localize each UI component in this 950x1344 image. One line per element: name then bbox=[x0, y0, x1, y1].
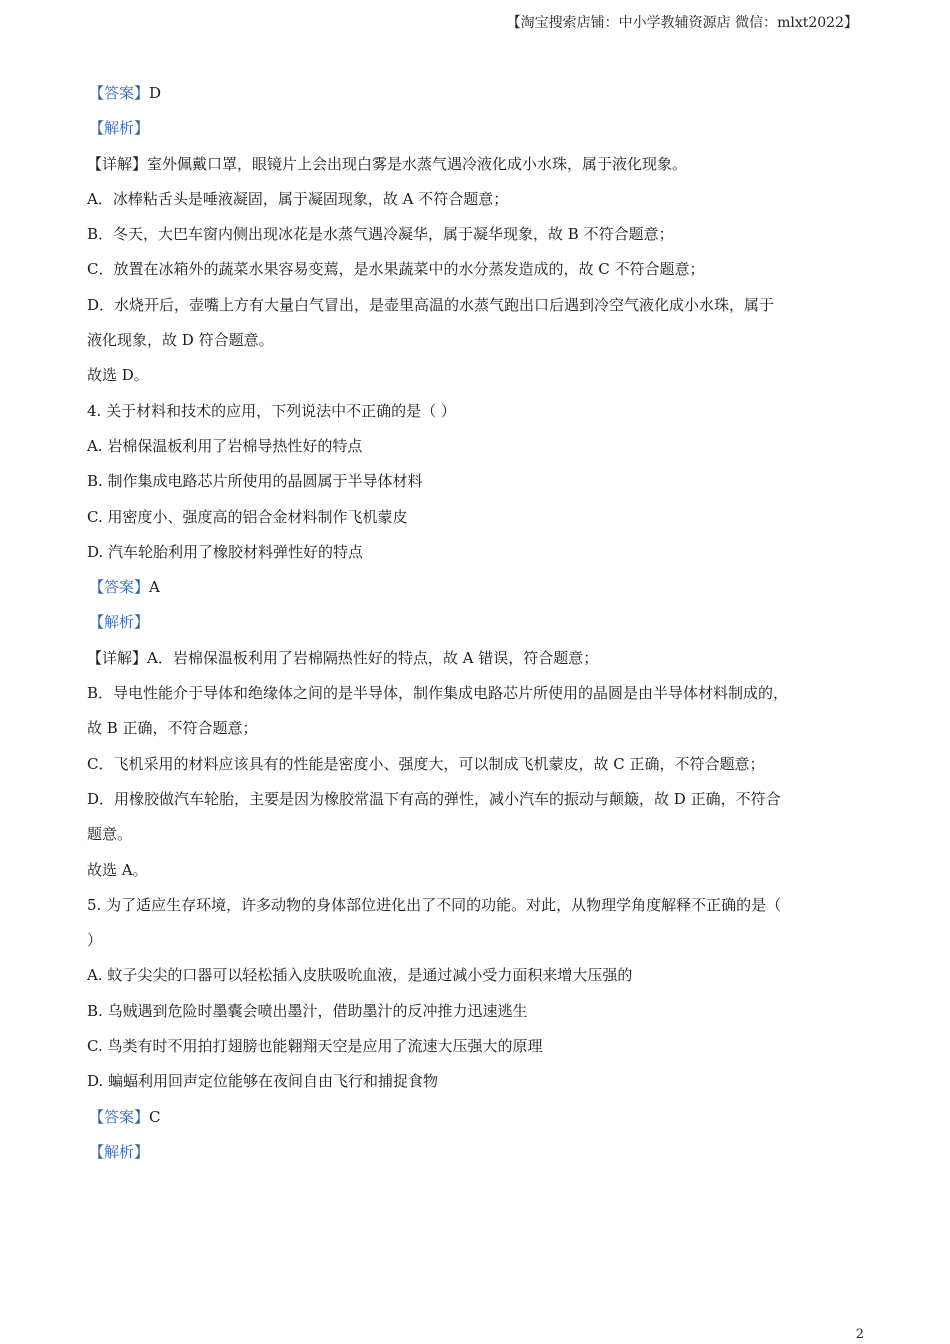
detail-label: 【详解】 bbox=[87, 154, 148, 173]
q5-stem-cont: ） bbox=[87, 931, 103, 950]
q4-option-d: D. 汽车轮胎利用了橡胶材料弹性好的特点 bbox=[87, 542, 364, 561]
page-number: 2 bbox=[855, 1327, 864, 1342]
q4-explanation-b: B．导电性能介于导体和绝缘体之间的是半导体，制作集成电路芯片所使用的晶圆是由半导体材料制成的， bbox=[87, 684, 789, 703]
answer-label: 【答案】 bbox=[89, 578, 150, 597]
q3-explanation-d: D．水烧开后，壶嘴上方有大量白气冒出，是壶里高温的水蒸气跑出口后遇到冷空气液化成小水珠，属于 bbox=[87, 295, 775, 314]
q5-answer-line bbox=[87, 1100, 867, 1135]
q3-analysis-line bbox=[87, 111, 867, 146]
q5-option-b: B. 乌贼遇到危险时墨囊会喷出墨汁，借助墨汁的反冲推力迅速逃生 bbox=[87, 1001, 528, 1020]
q4-option-a: A. 岩棉保温板利用了岩棉导热性好的特点 bbox=[87, 436, 363, 455]
q4-explanation-c: C．飞机采用的材料应该具有的性能是密度小、强度大，可以制成飞机蒙皮，故 C 正确，不符合题意； bbox=[87, 754, 765, 773]
q3-conclusion: 故选 D。 bbox=[87, 366, 149, 385]
q4-detail-line bbox=[87, 641, 867, 676]
document-body bbox=[87, 76, 867, 1170]
q4-conclusion: 故选 A。 bbox=[87, 860, 148, 879]
q5-stem: 5. 为了适应生存环境，许多动物的身体部位进化出了不同的功能。对此，从物理学角度解释不正确的是（ bbox=[87, 895, 782, 914]
q4-option-c: C. 用密度小、强度高的铝合金材料制作飞机蒙皮 bbox=[87, 507, 408, 526]
q3-explanation-b: B．冬天，大巴车窗内侧出现冰花是水蒸气遇冷凝华，属于凝华现象，故 B 不符合题意； bbox=[87, 225, 674, 244]
analysis-label: 【解析】 bbox=[89, 613, 150, 632]
q5-analysis-line bbox=[87, 1135, 867, 1170]
analysis-label: 【解析】 bbox=[89, 119, 150, 138]
q4-explanation-b-cont: 故 B 正确，不符合题意； bbox=[87, 719, 258, 738]
q4-stem: 4. 关于材料和技术的应用，下列说法中不正确的是（ ） bbox=[87, 401, 456, 420]
detail-label: 【详解】 bbox=[87, 648, 148, 667]
q3-answer-value: D bbox=[149, 84, 162, 102]
q3-explanation-a: A．冰棒粘舌头是唾液凝固，属于凝固现象，故 A 不符合题意； bbox=[87, 189, 509, 208]
answer-label: 【答案】 bbox=[89, 84, 150, 102]
q4-analysis-line bbox=[87, 605, 867, 640]
q3-explanation-c: C．放置在冰箱外的蔬菜水果容易变蔫，是水果蔬菜中的水分蒸发造成的，故 C 不符合题意； bbox=[87, 260, 705, 279]
q4-explanation-d: D．用橡胶做汽车轮胎，主要是因为橡胶常温下有高的弹性，减小汽车的振动与颠簸，故 D 正确，不符合 bbox=[87, 789, 781, 808]
analysis-label: 【解析】 bbox=[89, 1142, 150, 1161]
q5-answer-value: C bbox=[149, 1107, 161, 1126]
q3-detail-line bbox=[87, 147, 867, 182]
q4-answer-line bbox=[87, 570, 867, 605]
q4-answer-value: A bbox=[149, 578, 160, 597]
answer-label: 【答案】 bbox=[89, 1107, 150, 1126]
q5-option-c: C. 鸟类有时不用拍打翅膀也能翱翔天空是应用了流速大压强大的原理 bbox=[87, 1037, 543, 1056]
q4-detail-text: A．岩棉保温板利用了岩棉隔热性好的特点，故 A 错误，符合题意； bbox=[147, 648, 599, 667]
page-header: 【淘宝搜索店铺：中小学教辅资源店 微信：mlxt2022】 bbox=[506, 15, 858, 31]
q4-option-b: B. 制作集成电路芯片所使用的晶圆属于半导体材料 bbox=[87, 472, 423, 491]
q5-option-d: D. 蝙蝠利用回声定位能够在夜间自由飞行和捕捉食物 bbox=[87, 1072, 439, 1091]
q4-explanation-d-cont: 题意。 bbox=[87, 825, 133, 844]
q3-explanation-d-cont: 液化现象，故 D 符合题意。 bbox=[87, 331, 274, 350]
q5-option-a: A. 蚊子尖尖的口器可以轻松插入皮肤吸吮血液，是通过减小受力面积来增大压强的 bbox=[87, 966, 633, 985]
q3-detail-text: 室外佩戴口罩，眼镜片上会出现白雾是水蒸气遇冷液化成小水珠，属于液化现象。 bbox=[147, 154, 688, 173]
q3-answer-line bbox=[87, 76, 867, 111]
